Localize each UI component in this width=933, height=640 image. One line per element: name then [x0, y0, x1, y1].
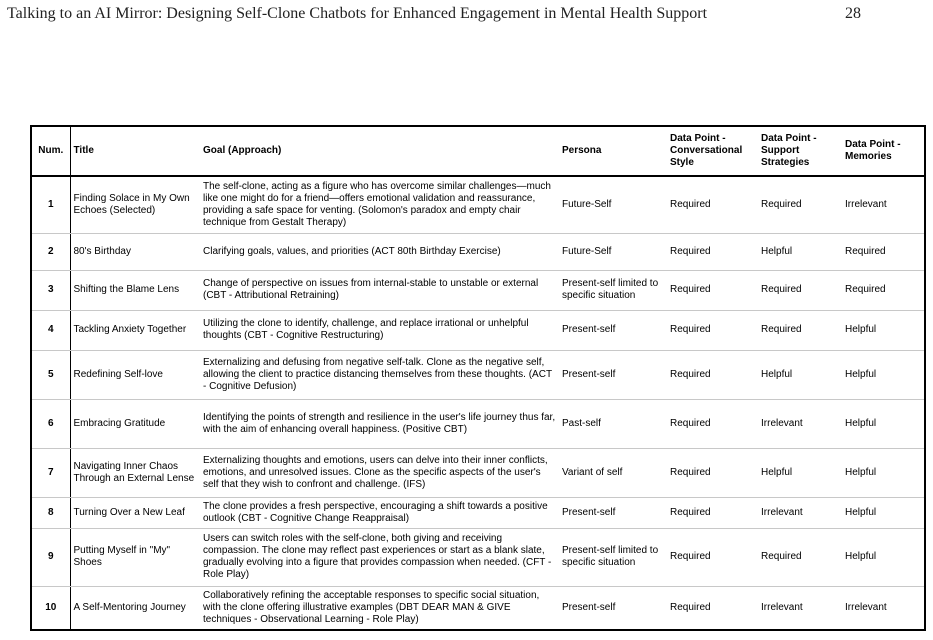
- header-conversational-style: Data Point - Conversational Style: [667, 126, 758, 176]
- cell-goal: Change of perspective on issues from internal-stable to unstable or external (CBT - Attributional Retraining): [200, 270, 559, 310]
- cell-memories: Required: [842, 270, 925, 310]
- cell-num: 10: [31, 586, 70, 630]
- cell-title: 80's Birthday: [70, 233, 200, 270]
- cell-title: Finding Solace in My Own Echoes (Selected): [70, 176, 200, 233]
- cell-title: Navigating Inner Chaos Through an External Lense: [70, 448, 200, 497]
- cell-memories: Helpful: [842, 497, 925, 528]
- cell-goal: Externalizing thoughts and emotions, users can delve into their inner conflicts, emotions, and unresolved issues. Clone as the specific aspects of the user's self that they wish to confront and challenge. (IFS): [200, 448, 559, 497]
- header-memories: Data Point - Memories: [842, 126, 925, 176]
- cell-conversational-style: Required: [667, 233, 758, 270]
- cell-title: Shifting the Blame Lens: [70, 270, 200, 310]
- cell-num: 5: [31, 350, 70, 399]
- cell-conversational-style: Required: [667, 270, 758, 310]
- cell-persona: Present-self: [559, 497, 667, 528]
- cell-support-strategies: Helpful: [758, 350, 842, 399]
- table-body: [31, 176, 925, 630]
- cell-title: Embracing Gratitude: [70, 399, 200, 448]
- cell-conversational-style: Required: [667, 528, 758, 586]
- table-row: [31, 448, 925, 497]
- cell-memories: Helpful: [842, 350, 925, 399]
- strategy-table-container: [30, 125, 924, 631]
- cell-memories: Helpful: [842, 448, 925, 497]
- cell-title: Putting Myself in "My" Shoes: [70, 528, 200, 586]
- cell-goal: The self-clone, acting as a figure who has overcome similar challenges—much like one might do for a friend—offers emotional validation and reassurance, providing a safe space for venting. (Solomon's paradox and empty chair technique from Gestalt Therapy): [200, 176, 559, 233]
- table-row: [31, 399, 925, 448]
- cell-memories: Helpful: [842, 528, 925, 586]
- cell-support-strategies: Irrelevant: [758, 497, 842, 528]
- cell-title: Redefining Self-love: [70, 350, 200, 399]
- cell-support-strategies: Helpful: [758, 233, 842, 270]
- header-row: [31, 126, 925, 176]
- cell-title: Turning Over a New Leaf: [70, 497, 200, 528]
- table-header: [31, 126, 925, 176]
- running-head: [7, 5, 867, 23]
- cell-memories: Helpful: [842, 310, 925, 350]
- cell-persona: Present-self: [559, 350, 667, 399]
- cell-support-strategies: Helpful: [758, 448, 842, 497]
- cell-title: A Self-Mentoring Journey: [73, 601, 186, 613]
- table-row: [31, 586, 925, 630]
- cell-title: Tackling Anxiety Together: [70, 310, 200, 350]
- cell-num: 7: [31, 448, 70, 497]
- cell-persona: Present-self: [559, 310, 667, 350]
- cell-support-strategies: Required: [758, 528, 842, 586]
- cell-persona: Variant of self: [559, 448, 667, 497]
- cell-conversational-style: Required: [667, 448, 758, 497]
- cell-conversational-style: Required: [667, 310, 758, 350]
- table-row: [31, 528, 925, 586]
- cell-support-strategies: Required: [758, 270, 842, 310]
- table-row: [31, 310, 925, 350]
- cell-memories: Helpful: [842, 399, 925, 448]
- cell-persona: Future-Self: [559, 233, 667, 270]
- cell-num: 1: [31, 176, 70, 233]
- table-row: [31, 270, 925, 310]
- cell-conversational-style: Required: [667, 399, 758, 448]
- cell-support-strategies: Irrelevant: [761, 601, 803, 613]
- cell-conversational-style: Required: [667, 350, 758, 399]
- cell-support-strategies: Irrelevant: [758, 399, 842, 448]
- cell-num: 9: [31, 528, 70, 586]
- cell-goal: Externalizing and defusing from negative self-talk. Clone as the negative self, allowing the client to practice distancing themselves from these thoughts. (ACT - Cognitive Defusion): [200, 350, 559, 399]
- cell-goal: Users can switch roles with the self-clone, both giving and receiving compassion. The clone may reflect past experiences or start as a blank slate, gradually evolving into a figure that provides compassion when needed. (CFT - Role Play): [200, 528, 559, 586]
- cell-persona: Past-self: [559, 399, 667, 448]
- cell-goal: Clarifying goals, values, and priorities (ACT 80th Birthday Exercise): [200, 233, 559, 270]
- cell-num: 6: [31, 399, 70, 448]
- page-number: 28: [845, 5, 861, 22]
- cell-memories: Irrelevant: [842, 176, 925, 233]
- table-row: [31, 350, 925, 399]
- cell-num: 2: [31, 233, 70, 270]
- cell-persona: Present-self: [562, 601, 616, 613]
- cell-persona: Present-self limited to specific situation: [559, 270, 667, 310]
- cell-goal: Identifying the points of strength and resilience in the user's life journey thus far, with the aim of enhancing overall happiness. (Positive CBT): [200, 399, 559, 448]
- header-persona: Persona: [559, 126, 667, 176]
- header-goal: Goal (Approach): [200, 126, 559, 176]
- cell-support-strategies: Required: [758, 176, 842, 233]
- strategy-table: [30, 125, 926, 631]
- table-row: [31, 176, 925, 233]
- cell-memories: Irrelevant: [845, 601, 887, 613]
- cell-goal: Utilizing the clone to identify, challenge, and replace irrational or unhelpful thoughts (CBT - Cognitive Restructuring): [200, 310, 559, 350]
- cell-conversational-style: Required: [670, 601, 711, 613]
- cell-num: 4: [31, 310, 70, 350]
- paper-title: Talking to an AI Mirror: Designing Self-Clone Chatbots for Enhanced Engagement in Mental Health Support: [7, 5, 708, 22]
- cell-goal: Collaboratively refining the acceptable responses to specific social situation, with the clone offering illustrative examples (DBT DEAR MAN & GIVE techniques - Observational Learning - Role Play): [203, 589, 540, 625]
- cell-persona: Present-self limited to specific situation: [559, 528, 667, 586]
- cell-conversational-style: Required: [667, 176, 758, 233]
- cell-support-strategies: Required: [758, 310, 842, 350]
- cell-conversational-style: Required: [667, 497, 758, 528]
- header-title: Title: [70, 126, 200, 176]
- cell-goal: The clone provides a fresh perspective, encouraging a shift towards a positive outlook (CBT - Cognitive Change Reappraisal): [200, 497, 559, 528]
- cell-memories: Required: [842, 233, 925, 270]
- header-num: Num.: [31, 126, 70, 176]
- table-row: [31, 233, 925, 270]
- cell-num: 8: [31, 497, 70, 528]
- cell-persona: Future-Self: [559, 176, 667, 233]
- header-support-strategies: Data Point - Support Strategies: [758, 126, 842, 176]
- table-row: [31, 497, 925, 528]
- cell-num: 3: [31, 270, 70, 310]
